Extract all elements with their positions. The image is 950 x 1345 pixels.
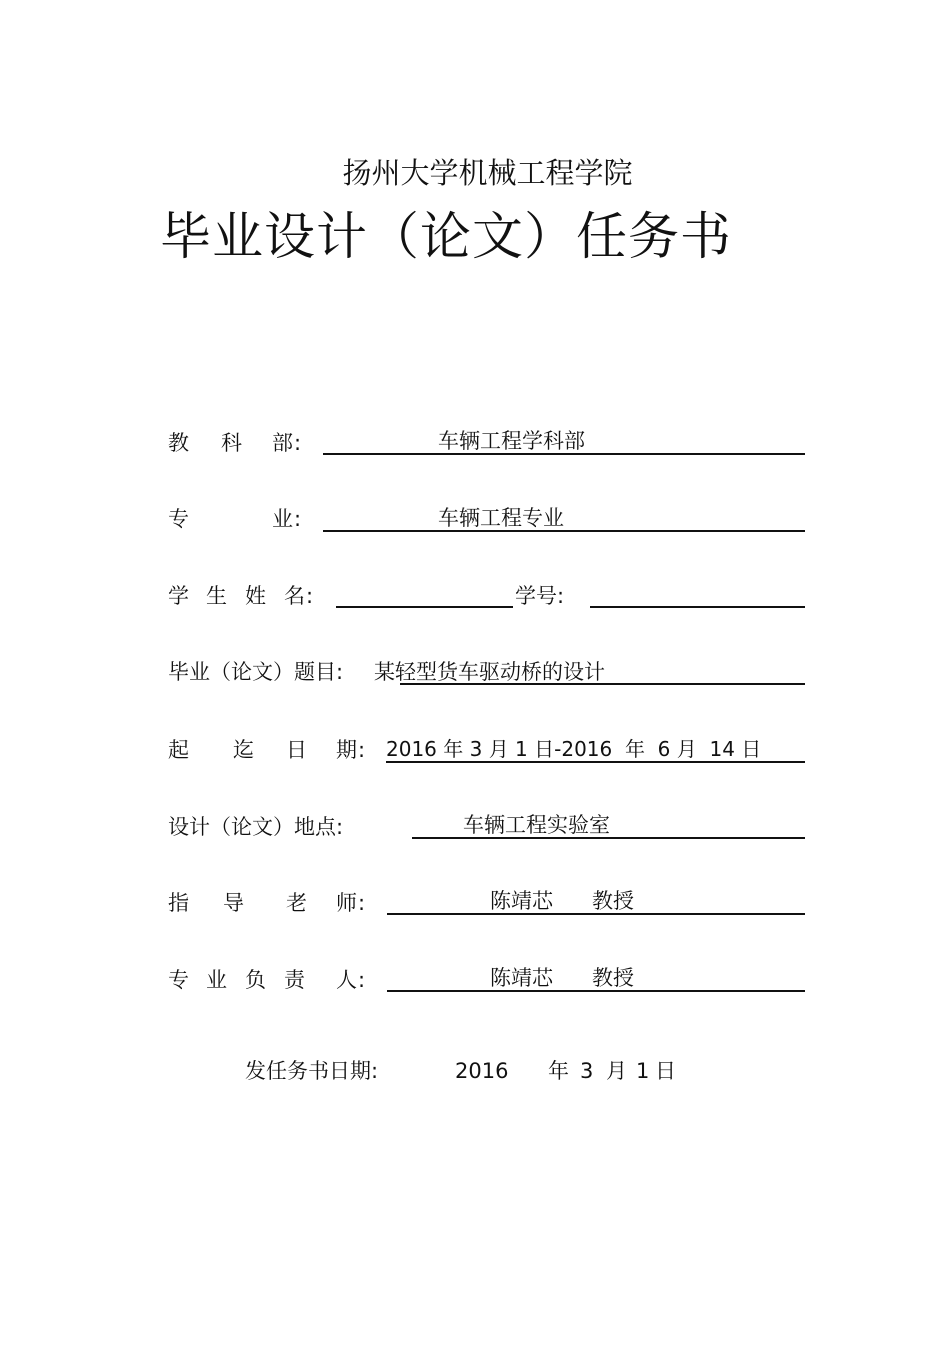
- thesis-topic-label: 毕业（论文）题目:: [168, 660, 344, 684]
- label-char: 学: [168, 584, 189, 608]
- label-char: 科: [221, 431, 242, 455]
- issue-date-label: 发任务书日期:: [245, 1059, 379, 1083]
- department-value: 车辆工程学科部: [438, 429, 585, 453]
- student-id-line[interactable]: [590, 606, 805, 608]
- issue-date-day: 1: [636, 1059, 650, 1083]
- label-char: 师: [336, 891, 357, 915]
- label-char: 指: [168, 891, 189, 915]
- label-colon: :: [358, 738, 366, 762]
- label-char: 负: [245, 968, 266, 992]
- student-id-label: 学号:: [515, 584, 565, 608]
- label-char: 专: [168, 968, 189, 992]
- program-head-name: 陈靖芯: [490, 966, 553, 990]
- issue-date-month-unit: 月: [606, 1059, 627, 1083]
- label-char: 教: [168, 431, 189, 455]
- issue-date-day-unit: 日: [655, 1059, 676, 1083]
- issue-date-year: 2016: [455, 1059, 509, 1083]
- major-value: 车辆工程专业: [438, 506, 564, 530]
- label-char: 业: [272, 507, 293, 531]
- location-label: 设计（论文）地点:: [168, 815, 344, 839]
- label-colon: :: [358, 891, 366, 915]
- program-head-title: 教授: [592, 966, 634, 990]
- advisor-name: 陈靖芯: [490, 889, 553, 913]
- label-char: 期: [336, 738, 357, 762]
- issue-date-year-unit: 年: [548, 1059, 569, 1083]
- period-value: 2016 年 3 月 1 日-2016 年 6 月 14 日: [386, 737, 762, 761]
- label-char: 迄: [233, 738, 254, 762]
- label-char: 老: [286, 891, 307, 915]
- label-char: 名: [284, 584, 305, 608]
- label-colon: :: [294, 431, 302, 455]
- label-char: 生: [206, 584, 227, 608]
- label-colon: :: [306, 584, 314, 608]
- label-colon: :: [294, 507, 302, 531]
- fill-line: [323, 530, 805, 532]
- thesis-topic-value: 某轻型货车驱动桥的设计: [374, 660, 605, 684]
- label-char: 人: [336, 968, 357, 992]
- label-char: 专: [168, 507, 189, 531]
- student-name-line[interactable]: [336, 606, 513, 608]
- label-char: 日: [286, 738, 307, 762]
- location-value: 车辆工程实验室: [463, 813, 610, 837]
- label-char: 起: [168, 738, 189, 762]
- label-char: 责: [284, 968, 305, 992]
- advisor-title: 教授: [592, 889, 634, 913]
- issue-date-month: 3: [580, 1059, 594, 1083]
- school-name: 扬州大学机械工程学院: [342, 156, 633, 190]
- label-char: 姓: [245, 584, 266, 608]
- label-char: 业: [206, 968, 227, 992]
- label-char: 部: [272, 431, 293, 455]
- label-colon: :: [358, 968, 366, 992]
- document-title: 毕业设计（论文）任务书: [160, 208, 733, 267]
- label-char: 导: [223, 891, 244, 915]
